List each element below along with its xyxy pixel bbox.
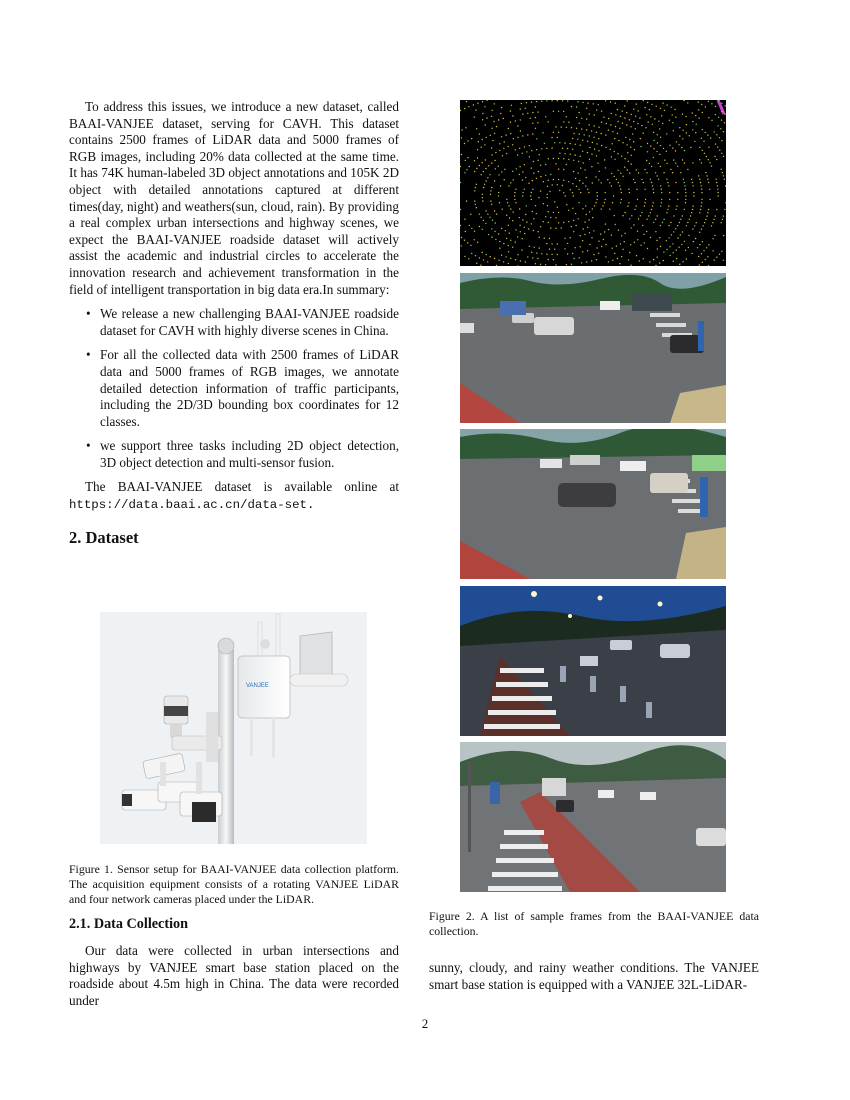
list-item: • We release a new challenging BAAI-VANJEE roadside dataset for CAVH with highly diverse scenes in China. — [86, 306, 399, 338]
bullet-icon: • — [86, 306, 91, 322]
bullet-icon: • — [86, 347, 91, 363]
figure-1-caption: Figure 1. Sensor setup for BAAI-VANJEE data collection platform. The acquisition equipment consists of a rotating VANJEE LiDAR and four network cameras placed under the LiDAR. — [69, 862, 399, 906]
lidar-point-cloud-frame — [460, 100, 726, 266]
intersection-day-frame-2 — [460, 429, 726, 579]
availability-text: The BAAI-VANJEE dataset is available online at — [85, 479, 399, 495]
figure-1-sensor-photo — [100, 612, 367, 844]
intersection-night-frame — [460, 586, 726, 736]
page-number: 2 — [421, 1016, 429, 1031]
bullet-icon: • — [86, 438, 91, 454]
list-item: • For all the collected data with 2500 frames of LiDAR data and 5000 frames of RGB images, we annotate detailed detection information of traffic participants, including the 2D/3D bounding box coordinates for 12 classes. — [86, 347, 399, 429]
intro-paragraph: To address this issues, we introduce a new dataset, called BAAI-VANJEE dataset, serving for CAVH. This dataset contains 2500 frames of LiDAR data and 5000 frames of RGB images, including 20% data collected at the same time. It has 74K human-labeled 3D object annotations and 105K 2D object with detailed annotations captured at different times(day, night) and weathers(sun, cloud, rain). By providing a real complex urban intersections and highway scenes, we expect the BAAI-VANJEE roadside dataset will actively assist the academic and industrial circles to accelerate the innovation research and achievement transformation in the field of intelligent transportation in big data era.In summary: — [69, 99, 399, 297]
list-item: • we support three tasks including 2D object detection, 3D object detection and multi-sensor fusion. — [86, 438, 399, 470]
dataset-url[interactable]: https://data.baai.ac.cn/data-set. — [69, 498, 315, 513]
data-collection-paragraph: Our data were collected in urban intersections and highways by VANJEE smart base station placed on the roadside about 4.5m high in China. The data were recorded under — [69, 943, 399, 1008]
intersection-day-frame-1 — [460, 273, 726, 423]
svg-text:VANJEE: VANJEE — [246, 683, 269, 689]
intersection-rain-frame — [460, 742, 726, 892]
contribution-list — [69, 306, 399, 471]
figure-2-caption: Figure 2. A list of sample frames from the BAAI-VANJEE data collection. — [429, 909, 759, 938]
availability-paragraph — [69, 479, 399, 513]
right-column-paragraph: sunny, cloudy, and rainy weather conditions. The VANJEE smart base station is equipped with a VANJEE 32L-LiDAR- — [429, 960, 759, 992]
left-column — [69, 99, 399, 548]
section-heading-data-collection: 2.1. Data Collection — [69, 916, 189, 932]
section-heading-dataset: 2. Dataset — [69, 527, 139, 547]
